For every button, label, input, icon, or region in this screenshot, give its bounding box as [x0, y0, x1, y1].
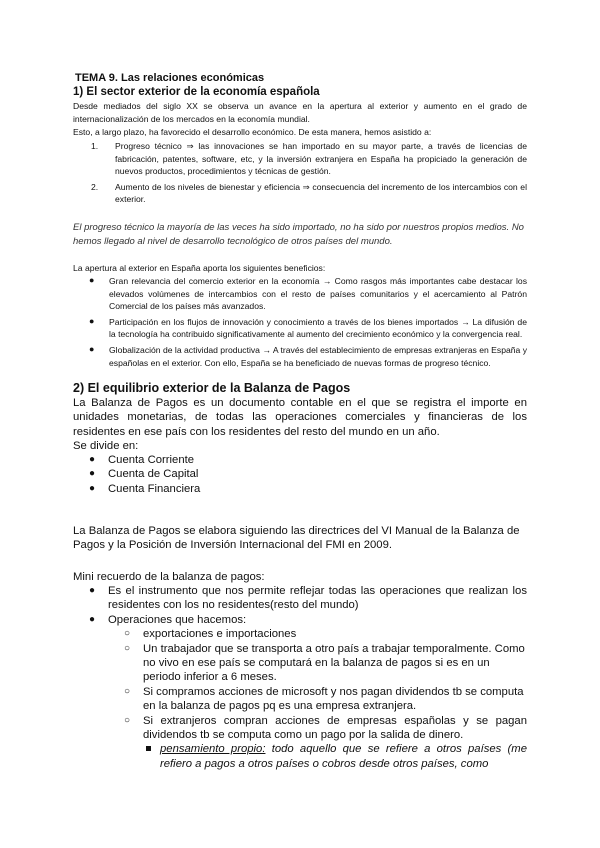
operation-text: Un trabajador que se transporta a otro país a trabajar temporalmente. Como no vivo en ese país se computará en la balanza de pagos si es en un periodo inferior a 6 meses. [143, 642, 525, 684]
circle-bullet-icon: ○ [124, 714, 131, 726]
circle-bullet-icon: ○ [124, 642, 131, 654]
document-title: TEMA 9. Las relaciones económicas [75, 72, 265, 84]
bullet-icon: ● [89, 454, 96, 465]
section-2-heading: 2) El equilibrio exterior de la Balanza de Pagos [73, 381, 351, 395]
operation-item [108, 714, 527, 772]
divides-label: Se divide en: [73, 440, 139, 452]
accounts-list [73, 453, 527, 496]
benefit-item [73, 275, 527, 313]
section-1-intro-line: Esto, a largo plazo, ha favorecido el desarrollo económico. De esta manera, hemos asistido a: [73, 127, 432, 137]
account-label: Cuenta Financiera [108, 482, 201, 495]
operation-item [108, 642, 527, 685]
numbered-item [73, 181, 527, 206]
bullet-icon: ● [89, 585, 96, 596]
recap-list [73, 584, 527, 771]
operation-text: Si extranjeros compran acciones de empresas españolas y se pagan dividendos tb se computa como un pago por la salida de dinero. [143, 714, 527, 742]
square-bullet-icon [146, 746, 151, 751]
bullet-icon: ● [89, 482, 96, 494]
thought-item [143, 742, 527, 771]
benefits-intro: La apertura al exterior en España aporta los siguientes beneficios: [73, 263, 326, 273]
account-label: Cuenta de Capital [108, 468, 199, 481]
circle-bullet-icon: ○ [124, 685, 131, 697]
numbered-item [73, 140, 527, 178]
bullet-icon: ● [89, 315, 95, 326]
account-label: Cuenta Corriente [108, 454, 195, 466]
operation-item [108, 685, 527, 714]
bullet-icon: ● [89, 275, 95, 285]
benefit-text: Gran relevancia del comercio exterior en la economía → Como rasgos más importantes cabe destacar los elevados volúmenes de intercambios con el resto de países comunitarios y el acercamiento al Patrón Comercial de los países más avanzados. [109, 276, 527, 312]
numbered-item-text: Aumento de los niveles de bienestar y eficiencia ⇒ consecuencia del incremento de los intercambios con el exterior. [115, 181, 527, 205]
thought-sublist [143, 742, 527, 771]
bullet-icon: ● [89, 468, 96, 480]
numbered-item-text: Progreso técnico ⇒ las innovaciones se han importado en su mayor parte, a través de licencias de fabricación, patentes, software, etc, y la inversión extranjera en España ha propiciado la generación de nuevos productos, procedimientos y técnicas de gestión. [115, 141, 527, 177]
bullet-icon: ● [89, 613, 96, 625]
balance-definition-paragraph: La Balanza de Pagos es un documento contable en el que se registra el importe en unidades monetarias, de todas las operaciones comerciales y financieras de los residentes en ese país con los residentes del resto del mundo en un año. [73, 397, 527, 438]
account-item [73, 482, 527, 496]
recap-text: Operaciones que hacemos: [108, 613, 247, 626]
benefits-list [73, 275, 527, 369]
progress-numbered-list [73, 140, 527, 206]
bullet-icon: ● [89, 343, 95, 354]
benefit-text: Participación en los flujos de innovación y conocimiento a través de los bienes importados → La difusión de la tecnología ha contribuido significativamente al aumento del crecimiento económico y la convergencia real. [109, 316, 527, 340]
thought-label: pensamiento propio: [160, 743, 266, 756]
thought-text: todo aquello que se refiere a otros países (me refiero a pagos a otros países o cobros desde otros países, como [160, 743, 527, 770]
operation-item [108, 627, 527, 641]
recap-item [73, 584, 527, 613]
recap-item [73, 613, 527, 771]
recap-title: Mini recuerdo de la balanza de pagos: [73, 571, 265, 583]
section-1-intro-paragraph: Desde mediados del siglo XX se observa un avance en la apertura al exterior y aumento en el grado de internacionalización de los mercados en la economía mundial. [73, 101, 527, 124]
benefit-text: Globalización de la actividad productiva → A través del establecimiento de empresas extranjeras en España y españolas en el exterior. Con ello, España se ha beneficiado de nuevas formas de progreso técnico. [109, 344, 527, 368]
account-item [73, 467, 527, 481]
list-number: 2. [91, 181, 99, 192]
operations-sublist [108, 627, 527, 771]
section-1-heading: 1) El sector exterior de la economía española [73, 86, 320, 98]
list-number: 1. [91, 141, 99, 151]
imf-manual-paragraph: La Balanza de Pagos se elabora siguiendo las directrices del VI Manual de la Balanza de Pagos y la Posición de Inversión Internacional del FMI en 2009. [73, 525, 520, 552]
benefit-item [73, 344, 527, 369]
recap-text: Es el instrumento que nos permite reflejar todas las operaciones que realizan los residentes con los no residentes(resto del mundo) [108, 585, 527, 612]
operation-text: Si compramos acciones de microsoft y nos pagan dividendos tb se computa en la balanza de pagos pq es una empresa extranjera. [143, 685, 524, 713]
account-item [73, 453, 527, 467]
circle-bullet-icon: ○ [124, 628, 131, 640]
operation-text: exportaciones e importaciones [143, 628, 297, 641]
benefit-item [73, 316, 527, 341]
italic-note: El progreso técnico la mayoría de las veces ha sido importado, no ha sido por nuestros propios medios. No hemos llegado al nivel de desarrollo tecnológico de otros países del mundo. [73, 222, 524, 247]
